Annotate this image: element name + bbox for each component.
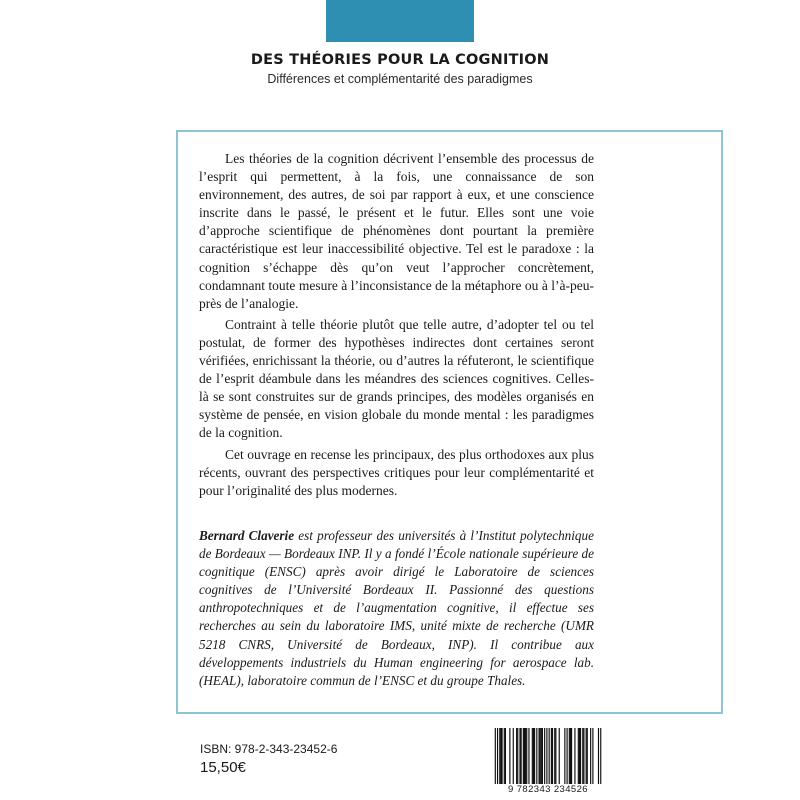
barcode-bar bbox=[504, 728, 505, 784]
barcode-bar bbox=[517, 728, 518, 784]
barcode bbox=[488, 728, 608, 784]
barcode-bar bbox=[587, 728, 588, 784]
barcode-bar bbox=[554, 728, 555, 784]
barcode-bar bbox=[574, 728, 575, 784]
book-subtitle: Différences et complémentarité des paradigmes bbox=[267, 72, 533, 86]
barcode-bar bbox=[534, 728, 535, 784]
barcode-bar bbox=[526, 728, 527, 784]
author-bio bbox=[199, 527, 594, 690]
barcode-bar bbox=[570, 728, 571, 784]
barcode-bar bbox=[523, 728, 524, 784]
barcode-bar bbox=[564, 728, 565, 784]
summary-paragraph-1: Les théories de la cognition décrivent l’ensemble des processus de l’esprit qui permettent, à la fois, une connaissance de son environnement, des autres, de soi par rapport à eux, et une conscience inscrite dans le passé, le présent et le futur. Elles sont une voie d’approche scientifique de phénomènes dont pourtant la première caractéristique est leur inaccessibilité objective. Tel est le paradoxe : la cognition s’échappe dès qu’on veut l’approcher concrètement, condamnant toute mesure à l’inconsistance de la métaphore ou à l’à-peu-près de l’analogie. bbox=[199, 151, 594, 311]
barcode-bar bbox=[579, 728, 580, 784]
barcode-bar bbox=[569, 728, 570, 784]
barcode-digits: 9 782343 234526 bbox=[508, 784, 588, 795]
price-label: 15,50€ bbox=[200, 759, 246, 776]
barcode-bar bbox=[500, 728, 501, 784]
barcode-bar bbox=[598, 728, 599, 784]
barcode-bar bbox=[525, 728, 526, 784]
barcode-bar bbox=[501, 728, 502, 784]
barcode-bar bbox=[583, 728, 584, 784]
barcode-bar bbox=[540, 728, 541, 784]
barcode-bar bbox=[546, 728, 547, 784]
barcode-bar bbox=[542, 728, 543, 784]
barcode-bar bbox=[592, 728, 593, 784]
author-name: Bernard Claverie bbox=[199, 528, 295, 543]
top-color-band bbox=[326, 0, 474, 42]
barcode-bar bbox=[544, 728, 545, 784]
summary-paragraph-3: Cet ouvrage en recense les principaux, des plus orthodoxes aux plus récents, ouvrant des perspectives critiques pour leur complémentarité et pour l’originalité des plus modernes. bbox=[199, 446, 594, 498]
barcode-bar bbox=[505, 728, 506, 784]
barcode-bar bbox=[497, 728, 498, 784]
barcode-bar bbox=[567, 728, 568, 784]
barcode-bar bbox=[516, 728, 517, 784]
barcode-bar bbox=[590, 728, 591, 784]
barcode-bar bbox=[541, 728, 542, 784]
barcode-bar bbox=[528, 728, 529, 784]
barcode-bar bbox=[509, 728, 510, 784]
barcode-bar bbox=[519, 728, 520, 784]
summary-paragraph-2: Contraint à telle théorie plutôt que telle autre, d’adopter tel ou tel postulat, de former des hypothèses indirectes dont certaines seront vérifiées, enrichissant la théorie, ou d’autres la réfuteront, le scientifique de l’esprit déambule dans les méandres des sciences cognitives. Celles-là se sont construites sur de grands principes, des modèles organisés en système de pensée, en vision globale du monde mental : les paradigmes de la cognition. bbox=[199, 316, 594, 441]
author-bio-text: est professeur des universités à l’Institut polytechnique de Bordeaux — Bordeaux INP. Il y a fondé l’École nationale supérieure de cognitique (ENSC) après avoir dirigé le Laboratoire de sciences cognitives de l’Université Bordeaux II. Passionné des questions anthropotechniques et de l’augmentation cognitive, il effectue ses recherches au sein du laboratoire IMS, unité mixte de recherche (UMR 5218 CNRS, Université de Bordeaux, INP). Il contribue aux développements industriels du Human engineering for aerospace lab. (HEAL), laboratoire commun de l’ENSC et du groupe Thales. bbox=[199, 528, 594, 688]
isbn-label: ISBN: 978-2-343-23452-6 bbox=[200, 742, 338, 756]
barcode-bar bbox=[513, 728, 514, 784]
barcode-bar bbox=[580, 728, 581, 784]
barcode-bar bbox=[571, 728, 572, 784]
barcode-bar bbox=[536, 728, 537, 784]
barcode-bar bbox=[532, 728, 533, 784]
barcode-bar bbox=[586, 728, 587, 784]
barcode-bar bbox=[600, 728, 601, 784]
barcode-bar bbox=[549, 728, 550, 784]
barcode-bar bbox=[524, 728, 525, 784]
barcode-bar bbox=[521, 728, 522, 784]
barcode-bar bbox=[552, 728, 553, 784]
barcode-bar bbox=[495, 728, 496, 784]
barcode-bar bbox=[578, 728, 579, 784]
barcode-bar bbox=[499, 728, 500, 784]
barcode-bar bbox=[559, 728, 560, 784]
barcode-bar bbox=[551, 728, 552, 784]
book-title: DES THÉORIES POUR LA COGNITION bbox=[250, 52, 550, 68]
barcode-bar bbox=[582, 728, 583, 784]
barcode-bar bbox=[538, 728, 539, 784]
barcode-bar bbox=[555, 728, 556, 784]
barcode-bar bbox=[533, 728, 534, 784]
summary-text bbox=[199, 150, 594, 503]
